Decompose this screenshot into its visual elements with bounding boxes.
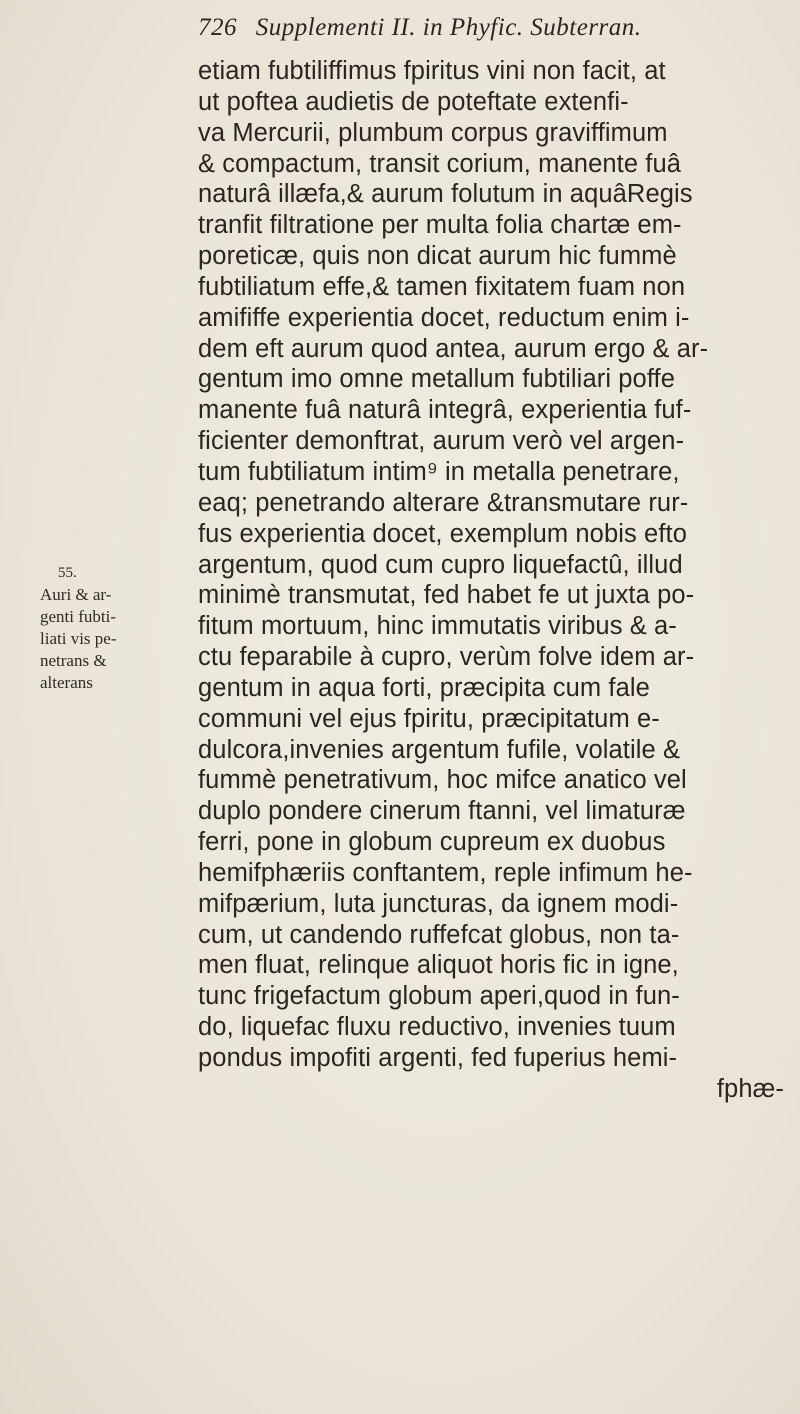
text-line: poreticæ, quis non dicat aurum hic fummè: [198, 242, 677, 271]
text-line: hemifphæriis conftantem, reple infimum he-: [198, 858, 693, 887]
text-line: tum fubtiliatum intim⁹ in metalla penetrare,: [198, 457, 680, 486]
text-line: pondus impofiti argenti, fed fuperius hemi-: [198, 1044, 678, 1072]
text-line: tranfit filtratione per multa folia chartæ em-: [198, 211, 682, 240]
text-line: gentum imo omne metallum fubtiliari poffe: [198, 365, 676, 394]
text-line: ctu feparabile à cupro, verùm folve idem ar-: [198, 643, 695, 672]
text-line: ficienter demonftrat, aurum verò vel argen-: [198, 427, 685, 456]
marginal-note-line: alterans: [40, 673, 93, 692]
text-line: & compactum, transit corium, manente fuâ: [198, 149, 682, 178]
catchword: fphæ-: [716, 1074, 784, 1103]
text-line: ferri, pone in globum cupreum ex duobus: [198, 828, 666, 857]
text-line: dulcora,invenies argentum fufile, volatile &: [198, 735, 681, 764]
text-line: fitum mortuum, hinc immutatis viribus & a-: [198, 612, 677, 641]
text-line: naturâ illæfa,& aurum folutum in aquâRegis: [198, 180, 693, 209]
marginal-note-line: genti fubti-: [40, 607, 117, 626]
text-line: gentum in aqua forti, præcipita cum fale: [198, 673, 650, 702]
marginal-note-line: netrans &: [40, 651, 107, 670]
text-line: duplo pondere cinerum ftanni, vel limaturæ: [198, 797, 686, 826]
marginal-note: [40, 562, 190, 694]
marginal-note-line: liati vis pe-: [40, 629, 117, 648]
running-head: [198, 14, 798, 42]
page-number: 726: [198, 14, 237, 41]
text-line: etiam fubtiliffimus fpiritus vini non facit, at: [198, 57, 666, 85]
body-text: [198, 56, 798, 1105]
text-line: fus experientia docet, exemplum nobis efto: [198, 519, 687, 548]
text-line: fummè penetrativum, hoc mifce anatico vel: [198, 766, 687, 795]
text-line: cum, ut candendo ruffefcat globus, non ta-: [198, 920, 680, 949]
text-line: dem eft aurum quod antea, aurum ergo & ar-: [198, 334, 709, 363]
text-line: do, liquefac fluxu reductivo, invenies tuum: [198, 1013, 676, 1042]
text-line: amififfe experientia docet, reductum enim i-: [198, 303, 690, 332]
text-line: ut poftea audietis de poteftate extenfi-: [198, 87, 629, 116]
marginal-note-number: 55.: [58, 565, 77, 581]
text-line: manente fuâ naturâ integrâ, experientia fuf-: [198, 396, 692, 425]
running-title: Supplementi II. in Phyfic. Subterran.: [255, 14, 642, 41]
text-line: tunc frigefactum globum aperi,quod in fun-: [198, 982, 680, 1011]
text-line: minimè transmutat, fed habet fe ut juxta po-: [198, 581, 695, 610]
text-line: argentum, quod cum cupro liquefactû, illud: [198, 550, 683, 579]
text-line: mifpærium, luta juncturas, da ignem modi-: [198, 889, 679, 918]
text-line: va Mercurii, plumbum corpus graviffimum: [198, 118, 668, 147]
text-line: communi vel ejus fpiritu, præcipitatum e-: [198, 704, 660, 733]
text-line: eaq; penetrando alterare &transmutare rur-: [198, 488, 689, 517]
text-line: fubtiliatum effe,& tamen fixitatem fuam non: [198, 272, 686, 301]
marginal-note-line: Auri & ar-: [40, 585, 112, 604]
text-line: men fluat, relinque aliquot horis fic in igne,: [198, 951, 679, 980]
